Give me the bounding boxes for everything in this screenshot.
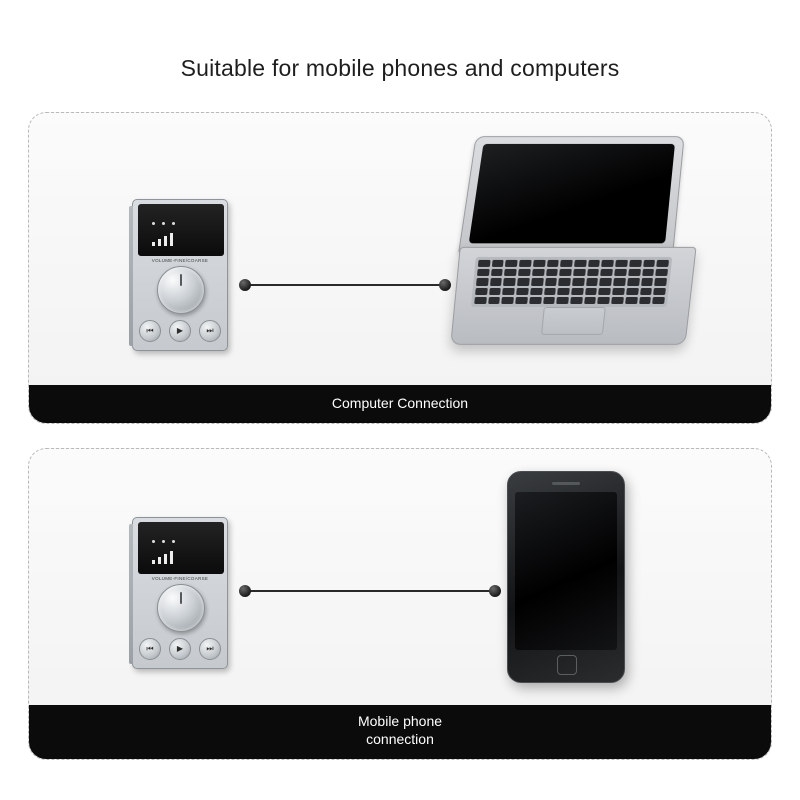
display-level-bars bbox=[152, 550, 173, 564]
laptop-base bbox=[450, 247, 696, 345]
device-volume-label: VOLUME-FINE/COARSE bbox=[151, 576, 209, 581]
laptop-screen bbox=[469, 144, 675, 243]
volume-knob[interactable] bbox=[157, 584, 205, 632]
volume-knob[interactable] bbox=[157, 266, 205, 314]
caption-mobile-line2: connection bbox=[366, 730, 434, 747]
connector-cable-computer bbox=[239, 279, 451, 291]
next-button[interactable]: ⏭ bbox=[199, 320, 221, 342]
device-display bbox=[138, 204, 224, 256]
mobile-phone bbox=[507, 471, 625, 683]
phone-home-button[interactable] bbox=[557, 655, 577, 675]
device-transport-buttons bbox=[133, 320, 227, 342]
display-level-bars bbox=[152, 232, 173, 246]
caption-mobile-connection bbox=[29, 705, 771, 759]
panel-computer-connection bbox=[28, 112, 772, 424]
device-transport-buttons bbox=[133, 638, 227, 660]
caption-computer-line1: Computer Connection bbox=[331, 395, 469, 411]
cable-plug-computer-end bbox=[439, 279, 451, 291]
phone-screen bbox=[515, 492, 617, 650]
display-indicator-dots bbox=[152, 540, 175, 543]
panel-mobile-connection bbox=[28, 448, 772, 760]
play-button[interactable]: ▶ bbox=[169, 320, 191, 342]
laptop-lid bbox=[458, 136, 685, 253]
page-title: Suitable for mobile phones and computers bbox=[180, 55, 620, 81]
previous-button[interactable]: ⏮ bbox=[139, 320, 161, 342]
connector-cable-mobile bbox=[239, 585, 501, 597]
cable-plug-device-end bbox=[239, 585, 251, 597]
cable-wire bbox=[245, 590, 495, 592]
laptop-trackpad bbox=[541, 307, 606, 335]
next-button[interactable]: ⏭ bbox=[199, 638, 221, 660]
cable-plug-device-end bbox=[239, 279, 251, 291]
cable-wire bbox=[245, 284, 445, 286]
device-display bbox=[138, 522, 224, 574]
caption-computer-connection bbox=[29, 385, 771, 423]
play-button[interactable]: ▶ bbox=[169, 638, 191, 660]
phone-earpiece bbox=[552, 482, 580, 485]
sound-card-device-computer bbox=[132, 199, 228, 351]
device-volume-label: VOLUME-FINE/COARSE bbox=[151, 258, 209, 263]
caption-mobile-line1: Mobile phone bbox=[357, 713, 443, 729]
display-indicator-dots bbox=[152, 222, 175, 225]
cable-plug-phone-end bbox=[489, 585, 501, 597]
laptop-keyboard bbox=[471, 257, 672, 307]
previous-button[interactable]: ⏮ bbox=[139, 638, 161, 660]
sound-card-device-mobile bbox=[132, 517, 228, 669]
